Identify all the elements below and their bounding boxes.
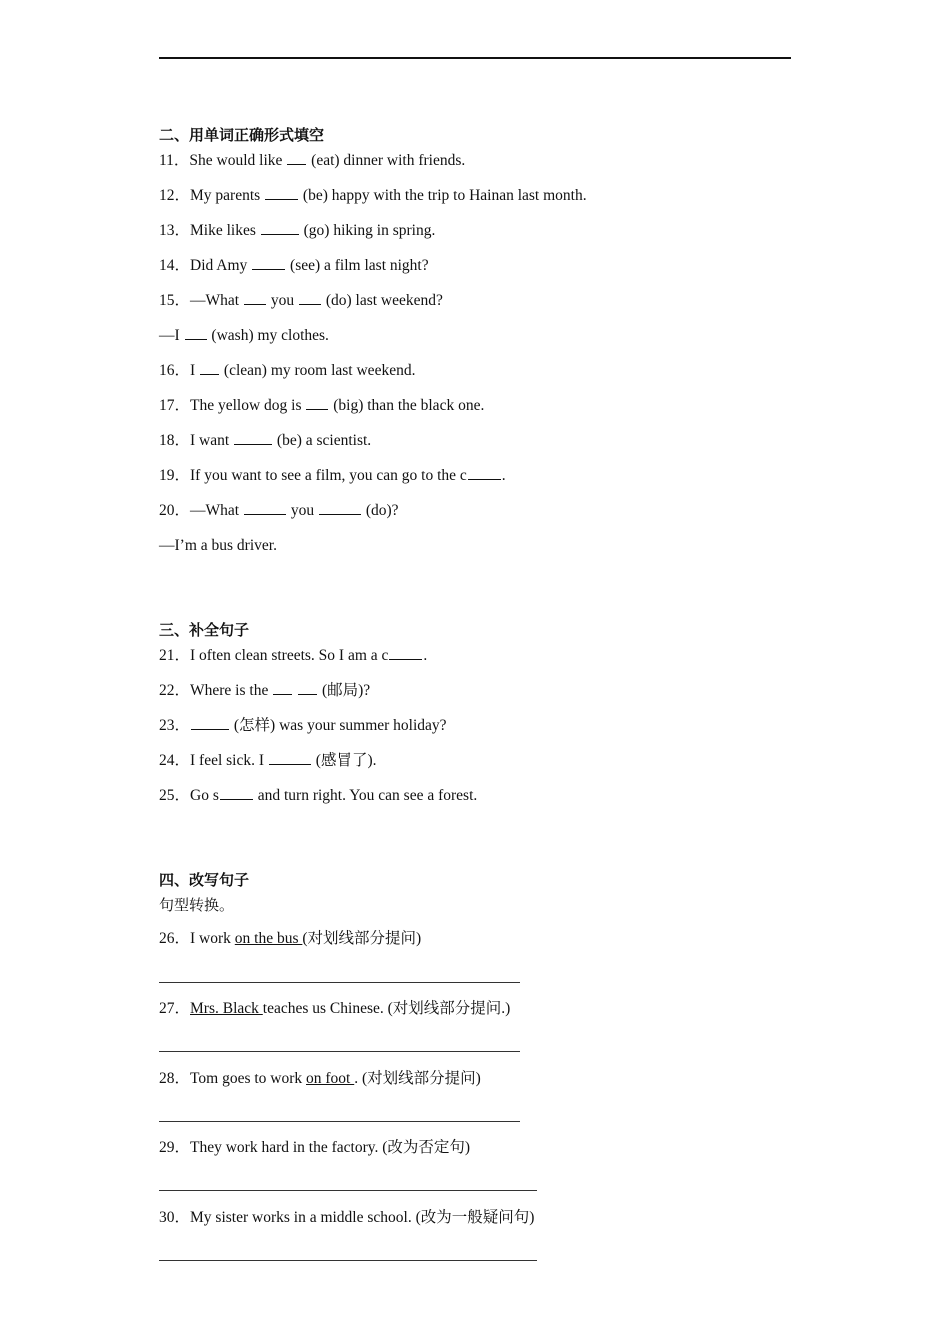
question-14: 14．Did Amy (see) a film last night? — [159, 257, 429, 274]
question-19: 19．If you want to see a film, you can go to the c . — [159, 467, 506, 484]
question-27: 27．Mrs. Black teaches us Chinese. (对划线部分提问.) — [159, 1000, 511, 1017]
answer-blank[interactable] — [261, 220, 299, 235]
underlined-phrase: on foot — [306, 1070, 355, 1087]
section-2-heading: 二、用单词正确形式填空 — [159, 126, 325, 144]
answer-blank[interactable] — [287, 150, 306, 165]
answer-blank[interactable] — [306, 395, 328, 410]
question-22: 22．Where is the (邮局)? — [159, 682, 371, 699]
answer-blank[interactable] — [200, 360, 219, 375]
question-26: 26．I work on the bus (对划线部分提问) — [159, 930, 422, 947]
answer-blank[interactable] — [299, 290, 321, 305]
answer-blank[interactable] — [220, 785, 253, 800]
question-23: 23． (怎样) was your summer holiday? — [159, 717, 447, 734]
question-17: 17．The yellow dog is (big) than the black one. — [159, 397, 485, 414]
answer-line-26[interactable] — [159, 982, 520, 983]
section-3-heading: 三、补全句子 — [159, 621, 250, 639]
question-30: 30．My sister works in a middle school. (改为一般疑问句) — [159, 1209, 535, 1226]
question-12: 12．My parents (be) happy with the trip to Hainan last month. — [159, 187, 587, 204]
answer-blank[interactable] — [298, 680, 317, 695]
question-13: 13．Mike likes (go) hiking in spring. — [159, 222, 436, 239]
header-rule — [159, 57, 791, 59]
question-28: 28．Tom goes to work on foot . (对划线部分提问) — [159, 1070, 481, 1087]
section-4-heading: 四、改写句子 — [159, 871, 250, 889]
question-15-response: —I (wash) my clothes. — [159, 327, 329, 344]
answer-line-27[interactable] — [159, 1051, 520, 1052]
underlined-phrase: Mrs. Black — [190, 1000, 263, 1017]
section-4-instruction: 句型转换。 — [159, 896, 235, 914]
answer-blank[interactable] — [273, 680, 292, 695]
answer-line-30[interactable] — [159, 1260, 537, 1261]
answer-blank[interactable] — [468, 465, 501, 480]
answer-blank[interactable] — [269, 750, 311, 765]
question-25: 25．Go s and turn right. You can see a forest. — [159, 787, 478, 804]
answer-blank[interactable] — [244, 290, 266, 305]
question-29: 29．They work hard in the factory. (改为否定句) — [159, 1139, 471, 1156]
question-20-response: —I’m a bus driver. — [159, 537, 277, 554]
question-16: 16．I (clean) my room last weekend. — [159, 362, 416, 379]
underlined-phrase: on the bus — [234, 930, 303, 947]
answer-blank[interactable] — [319, 500, 361, 515]
question-18: 18．I want (be) a scientist. — [159, 432, 372, 449]
question-11: 11．She would like (eat) dinner with friends. — [159, 152, 466, 169]
answer-blank[interactable] — [185, 325, 207, 340]
question-24: 24．I feel sick. I (感冒了). — [159, 752, 377, 769]
question-20: 20．—What you (do)? — [159, 502, 399, 519]
answer-blank[interactable] — [265, 185, 298, 200]
answer-line-28[interactable] — [159, 1121, 520, 1122]
answer-line-29[interactable] — [159, 1190, 537, 1191]
answer-blank[interactable] — [244, 500, 286, 515]
answer-blank[interactable] — [234, 430, 272, 445]
question-15: 15．—What you (do) last weekend? — [159, 292, 443, 309]
answer-blank[interactable] — [252, 255, 285, 270]
answer-blank[interactable] — [191, 715, 229, 730]
question-21: 21．I often clean streets. So I am a c . — [159, 647, 428, 664]
answer-blank[interactable] — [389, 645, 422, 660]
